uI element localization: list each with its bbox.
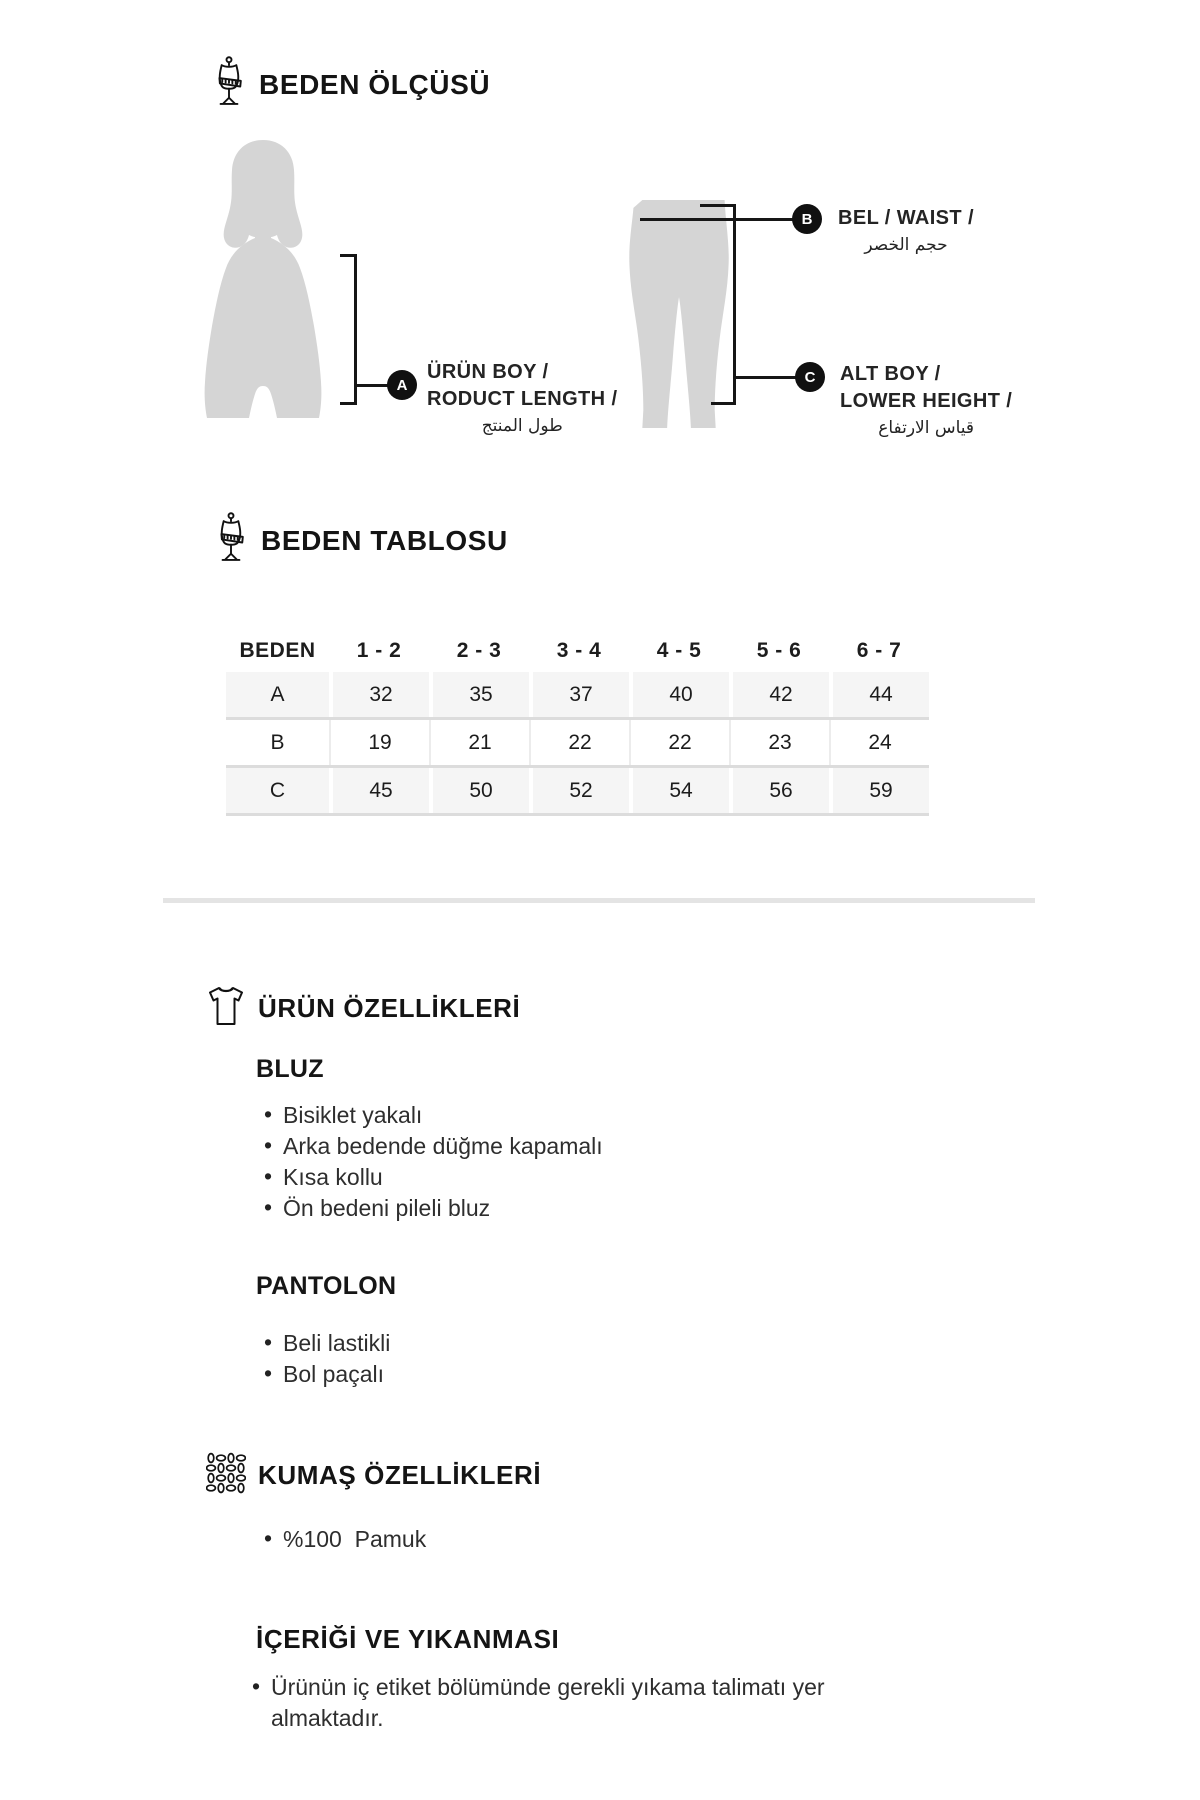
table-cell: 22 — [529, 720, 629, 765]
list-item: • Arka bedende düğme kapamalı — [262, 1131, 603, 1162]
size-table-title: BEDEN TABLOSU — [261, 524, 508, 556]
column-header: 2 - 3 — [456, 639, 502, 662]
table-cell: 52 — [529, 768, 629, 813]
product-features-title: ÜRÜN ÖZELLİKLERİ — [258, 993, 521, 1023]
measure-b-badge: B — [792, 204, 822, 234]
table-cell: 24 — [829, 720, 929, 765]
list-item: • Beli lastikli — [262, 1328, 390, 1359]
size-table-header-row — [226, 630, 929, 672]
child-upper-body-silhouette — [183, 138, 343, 418]
measure-b-label-arabic: حجم الخصر — [864, 235, 948, 255]
table-cell: 21 — [429, 720, 529, 765]
measure-c-label: ALT BOY / LOWER HEIGHT / قياس الارتفاع — [840, 361, 1012, 441]
list-item: • %100 Pamuk — [262, 1524, 426, 1555]
washing-list — [250, 1672, 871, 1734]
measure-c-connector — [736, 376, 796, 379]
column-header: 4 - 5 — [656, 639, 702, 662]
size-table-header — [213, 512, 508, 569]
measure-a-label-arabic: طول المنتج — [481, 416, 563, 436]
table-row-b — [226, 720, 929, 768]
column-header: 5 - 6 — [756, 639, 802, 662]
table-cell: 23 — [729, 720, 829, 765]
table-cell: 56 — [729, 768, 829, 813]
measure-a-label: ÜRÜN BOY / RODUCT LENGTH / طول المنتج — [427, 359, 617, 439]
fabric-features-title: KUMAŞ ÖZELLİKLERİ — [258, 1460, 542, 1490]
table-cell: 32 — [329, 672, 429, 717]
pantolon-feature-list — [262, 1328, 390, 1390]
list-item: • Ön bedeni pileli bluz — [262, 1193, 603, 1224]
measure-c-bracket — [733, 204, 736, 405]
list-item: • Ürünün iç etiket bölümünde gerekli yıkama talimatı yer almaktadır. — [250, 1672, 871, 1734]
table-cell: 50 — [429, 768, 529, 813]
fabric-features-header — [206, 1452, 541, 1499]
table-cell: 19 — [329, 720, 429, 765]
list-item: • Bol paçalı — [262, 1359, 390, 1390]
mannequin-icon — [211, 56, 247, 113]
table-cell: 44 — [829, 672, 929, 717]
column-header: 1 - 2 — [356, 639, 402, 662]
table-row-a — [226, 672, 929, 720]
column-header: 6 - 7 — [856, 639, 902, 662]
size-measure-title: BEDEN ÖLÇÜSÜ — [259, 68, 491, 100]
washing-header — [256, 1624, 559, 1655]
row-label: B — [270, 730, 285, 754]
measure-a-connector — [357, 384, 389, 387]
list-item: • Bisiklet yakalı — [262, 1100, 603, 1131]
measure-c-top-tick — [700, 204, 736, 207]
size-table — [226, 630, 929, 816]
table-cell: 42 — [729, 672, 829, 717]
section-divider — [163, 898, 1035, 903]
table-row-c — [226, 768, 929, 816]
table-cell: 22 — [629, 720, 729, 765]
column-header: BEDEN — [239, 639, 316, 662]
measure-c-label-arabic: قياس الارتفاع — [878, 418, 975, 438]
table-cell: 54 — [629, 768, 729, 813]
table-cell: 35 — [429, 672, 529, 717]
measure-c-bottom-tick — [711, 402, 736, 405]
size-measure-header — [211, 56, 490, 113]
mannequin-icon — [213, 512, 249, 569]
tshirt-icon — [206, 984, 246, 1033]
group-title-pantolon: PANTOLON — [256, 1272, 397, 1300]
table-cell: 45 — [329, 768, 429, 813]
measure-b-line — [640, 218, 793, 221]
fabric-weave-icon — [206, 1452, 246, 1499]
measure-a-bottom-tick — [340, 402, 357, 405]
product-features-header — [206, 984, 520, 1033]
column-header: 3 - 4 — [556, 639, 602, 662]
measure-c-badge: C — [795, 362, 825, 392]
washing-title: İÇERİĞİ VE YIKANMASI — [256, 1624, 560, 1654]
measure-a-bracket — [354, 254, 357, 405]
row-label: A — [270, 682, 285, 706]
table-cell: 37 — [529, 672, 629, 717]
table-cell: 40 — [629, 672, 729, 717]
table-cell: 59 — [829, 768, 929, 813]
fabric-list — [262, 1524, 426, 1555]
measure-b-label: BEL / WAIST / حجم الخصر — [838, 205, 974, 258]
list-item: • Kısa kollu — [262, 1162, 603, 1193]
child-legs-silhouette — [628, 200, 733, 428]
bluz-feature-list — [262, 1100, 603, 1224]
group-title-bluz: BLUZ — [256, 1055, 324, 1083]
row-label: C — [269, 778, 286, 802]
measure-a-badge: A — [387, 370, 417, 400]
